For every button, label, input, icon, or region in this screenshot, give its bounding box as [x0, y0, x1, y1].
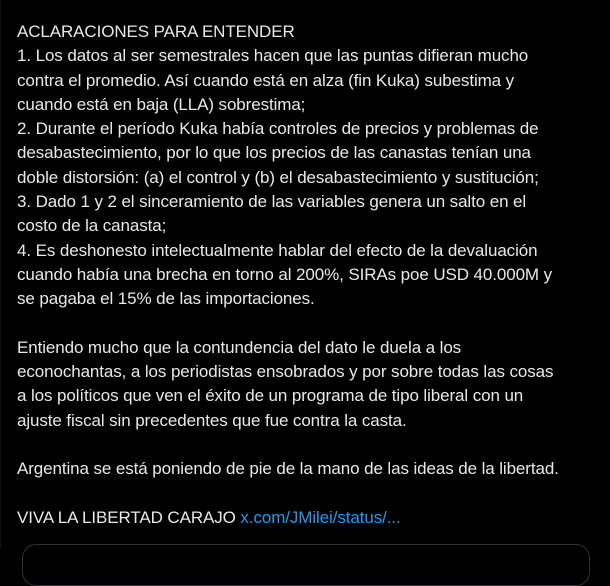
tweet-line: ajuste fiscal sin precedentes que fue contra la casta. — [17, 410, 407, 430]
tweet-line: costo de la canasta; — [17, 216, 167, 236]
tweet-text — [17, 20, 607, 530]
tweet-line: 4. Es deshonesto intelectualmente hablar del efecto de la devaluación — [17, 240, 538, 260]
tweet-line: desabastecimiento, por lo que los precios de las canastas tenían una — [17, 143, 531, 163]
tweet-line: econochantas, a los periodistas ensobrados y por sobre todas las cosas — [17, 362, 554, 382]
tweet-line: ACLARACIONES PARA ENTENDER — [17, 22, 295, 41]
tweet-line: cuando está en baja (LLA) sobrestima; — [17, 94, 306, 114]
paragraph-gap — [17, 482, 607, 506]
tweet-line: doble distorsión: (a) el control y (b) el desabastecimiento y sustitución; — [17, 167, 539, 187]
tweet-line: 3. Dado 1 y 2 el sinceramiento de las variables genera un salto en el — [17, 192, 527, 212]
tweet-line: se pagaba el 15% de las importaciones. — [17, 289, 315, 309]
closing-line — [17, 506, 607, 530]
tweet-line: cuando había una brecha en torno al 200%, SIRAs poe USD 40.000M y — [17, 264, 553, 284]
paragraph-gap — [17, 433, 607, 457]
tweet-line: 2. Durante el período Kuka había controles de precios y problemas de — [17, 119, 539, 139]
tweet-line: 1. Los datos al ser semestrales hacen que las puntas difieran mucho — [17, 46, 529, 66]
closing-text: VIVA LA LIBERTAD CARAJO — [17, 507, 236, 527]
left-edge — [0, 0, 1, 548]
status-link[interactable]: x.com/JMilei/status/... — [240, 507, 401, 527]
tweet-line: contra el promedio. Así cuando está en alza (fin Kuka) subestima y — [17, 70, 515, 90]
tweet-line: Entiendo mucho que la contundencia del dato le duela a los — [17, 337, 462, 357]
paragraph-gap — [17, 312, 607, 336]
quoted-tweet-card[interactable] — [22, 544, 590, 586]
tweet-line: a los políticos que ven el éxito de un programa de tipo liberal con un — [17, 386, 524, 406]
tweet-line: Argentina se está poniendo de pie de la mano de las ideas de la libertad. — [17, 459, 559, 479]
